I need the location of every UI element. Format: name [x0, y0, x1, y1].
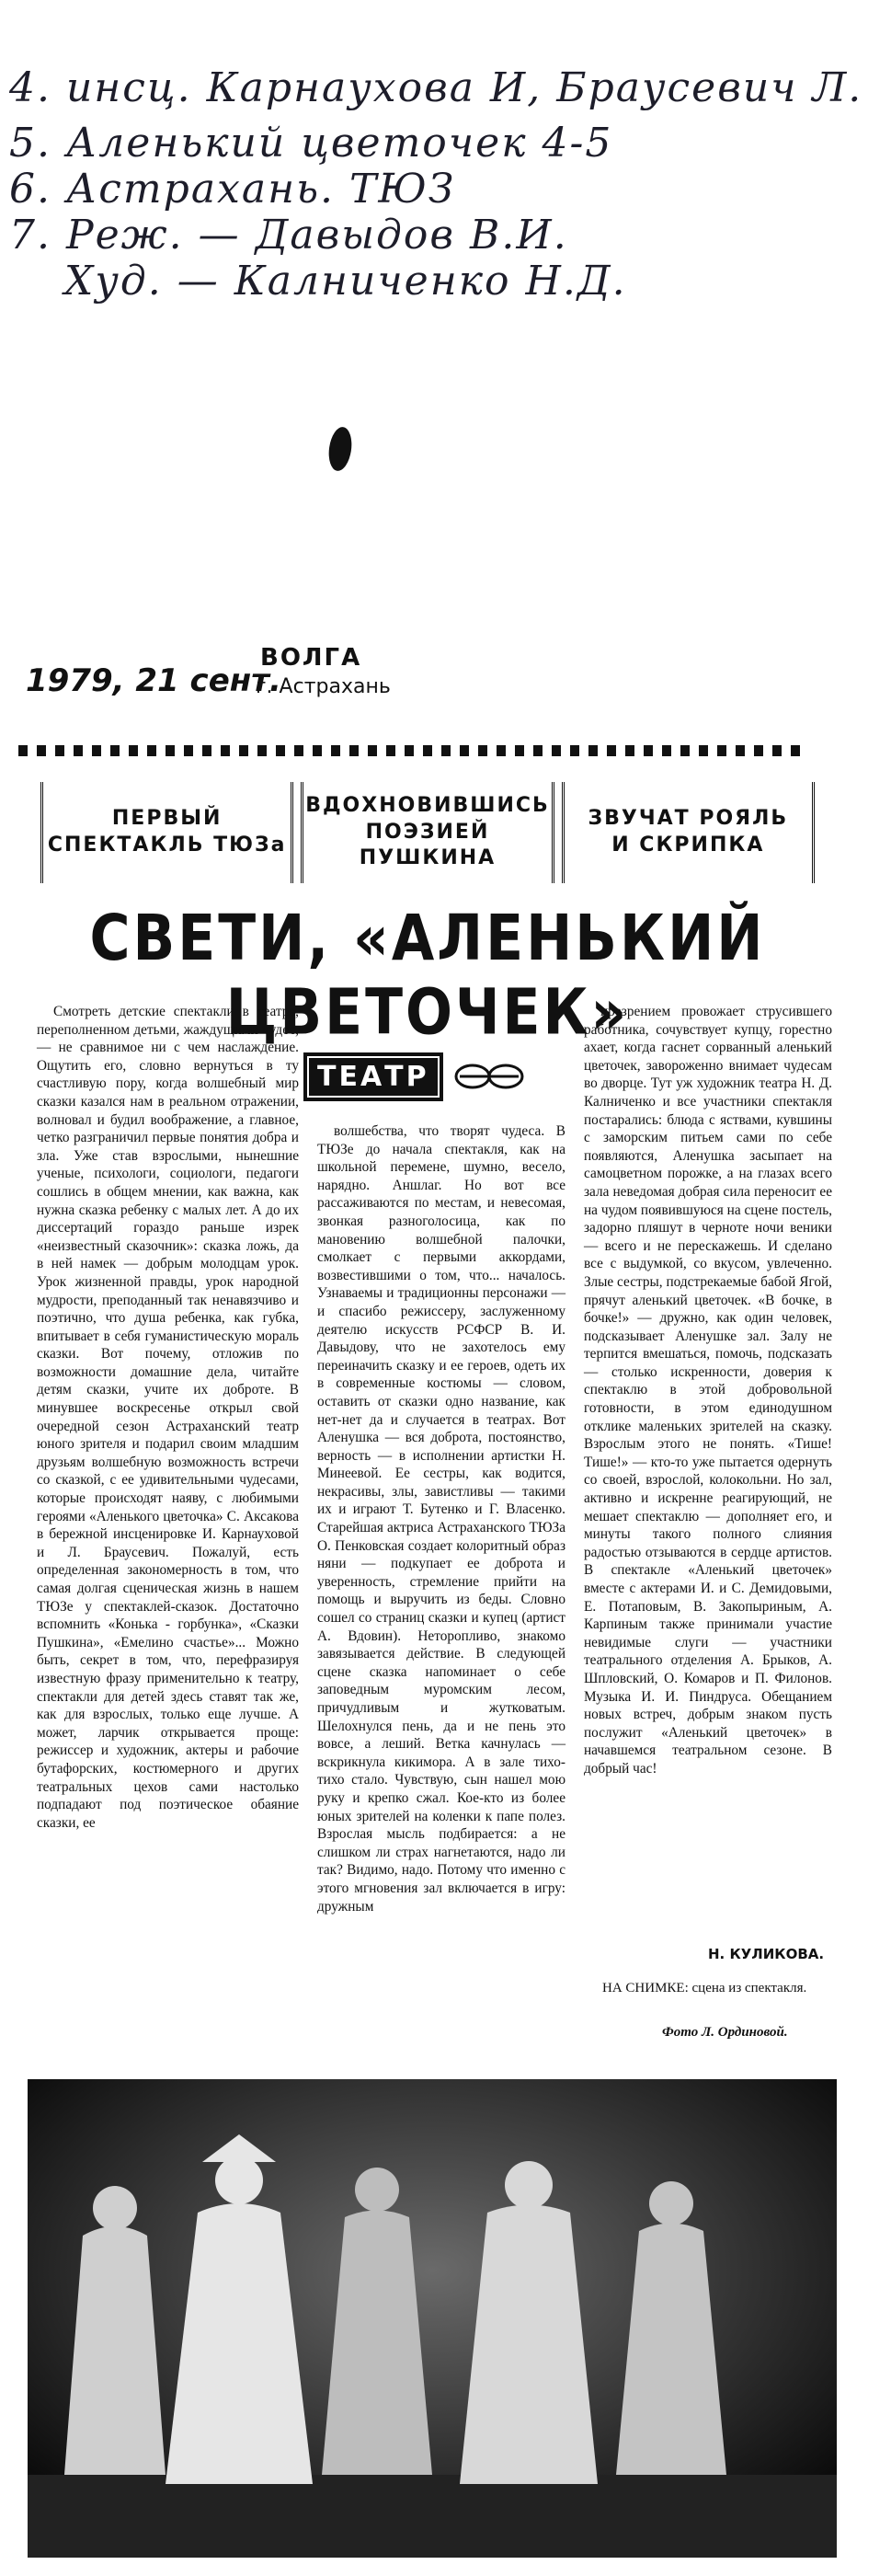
- dashed-divider: [18, 745, 809, 756]
- article-column-3: [584, 1003, 832, 1778]
- article-column-1: [37, 1003, 299, 1832]
- theatre-section-label: [303, 1044, 533, 1109]
- photo-caption: НА СНИМКЕ: сцена из спектакля.: [602, 1981, 807, 1995]
- section-label-text: ТЕАТР: [303, 1052, 443, 1101]
- newspaper-city: г. Астрахань: [256, 675, 391, 698]
- ornament-icon: [452, 1053, 526, 1099]
- article-column-2: [317, 1122, 565, 1915]
- photo-credit: Фото Л. Ординовой.: [662, 2025, 788, 2040]
- note-line-4: 7. Реж. — Давыдов В.И.: [9, 212, 568, 259]
- note-line-5: Худ. — Калниченко Н.Д.: [64, 258, 627, 305]
- article-headline: СВЕТИ, «АЛЕНЬКИЙ ЦВЕТОЧЕК»: [89, 901, 766, 1050]
- rubric-row: [37, 782, 818, 883]
- ink-blot: [326, 426, 354, 473]
- rubric-2: ВДОХНОВИВШИСЬ ПОЭЗИЕЙ ПУШКИНА: [301, 782, 554, 883]
- column-1-text: Смотреть детские спектакли в театре, переполненном детьми, жаждущими чудес, — не сравнимое ни с чем наслаждение. Ощутить его, словно вернуться в ту счастливую пору, когда волшебный мир сказки казался нам в реальном отражении, волновал и будил воображение, а главное, четко разграничил первые понятия добра и зла. Уже став взрослыми, нынешние ученые, психологи, социологи, педагоги сошлись в общем мнении, как важна, как нужна сказка ребенку с малых лет. А до их диссертаций гораздо раньше изрек «неизвестный сказочник»: сказка ложь, да в ней намек — добрым молодцам урок. Урок жизненной правды, урок народной мудрости, преподанный так ненавязчиво и поэтично, что душа ребенка, как губка, впитывает в себя гуманистическую мораль сказки. Вот почему, отложив по возможности домашние дела, читайте детям сказки, учите их доброте. В минувшее воскресенье открыл свой очередной сезон Астраханский театр юного зрителя и подарил своим младшим друзьям волшебную возможность встречи со сказкой, с ее удивительными чудесами, которые происходят наяву, с любимыми героями «Аленького цветочка» С. Аксакова в бережной инсценировке И. Карнауховой и Л. Браусевич. Пожалуй, есть определенная закономерность в том, что самая долгая сценическая жизнь в нашем ТЮЗе у спектаклей-сказок. Достаточно вспомнить «Конька - горбунка», «Сказки Пушкина», «Емелино счастье»... Можно быть, секрет в том, что, перефразируя известную фразу применительно к театру, спектакли для детей здесь ставят так же, как для взрослых, только еще лучше. А может, ларчик открывается проще: режиссер и художник, актеры и рабочие бутафорских, костюмерного и других театральных цехов сами настолько подпадают под поэтическое обаяние сказки, ее: [37, 1004, 299, 1831]
- note-line-3: 6. Астрахань. ТЮЗ: [9, 166, 456, 213]
- masthead-strip: [7, 635, 844, 745]
- column-2-text: волшебства, что творят чудеса. В ТЮЗе до начала спектакля, как на школьной перемене, шумно, весело, нарядно. Аншлаг. Но вот все рассаживаются по местам, и невесомая, звонкая разноголосица, как по мановению волшебной палочки, смолкает с первыми аккордами, возвестившими о том, что... началось. Узнаваемы и традиционны персонажи — и спасибо режиссеру, заслуженному деятелю искусств РСФСР В. И. Давыдову, что не захотелось ему переиначить сказку и ее героев, одеть их в современные костюмы — словом, оставить от сказки одно название, как нет-нет да и случается в театрах. Вот Аленушка — вся доброта, постоянство, верность — в исполнении артистки Н. Минеевой. Ее сестры, как водится, некрасивы, злы, завистливы — такими их и играют Т. Бутенко и Г. Власенко. Старейшая актриса Астраханского ТЮЗа О. Пенковская создает колоритный образ няни — подкупает ее доброта и уверенность, стремление прийти на помощь и выручить из беды. Словно сошел со страниц сказки и купец (артист А. Вдовин). Неторопливо, знакомо завязывается действие. В следующей сцене сказка напоминает о себе заповедным муромским лесом, причудливым и жутковатым. Шелохнулся пень, да и не пень это вовсе, а леший. Ветка качнулась — вскрикнула кикимора. А в зале тихо-тихо стало. Чувствую, сын нашел мою руку и крепко сжал. Кое-кто из более юных зрителей на коленки к папе полез. Взрослая мысль подбирается: а не слишком ли страх нагнетаются, надо ли так? Видимо, надо. Потому что именно с этого мгновения зал включается в игру: дружным: [317, 1123, 565, 1915]
- newspaper-name: ВОЛГА: [260, 644, 362, 672]
- note-line-1: 4. инсц. Карнауховa И, Браусевич Л.: [9, 64, 863, 111]
- rubric-3: ЗВУЧАТ РОЯЛЬ И СКРИПКА: [562, 782, 815, 883]
- note-line-2: 5. Аленький цветочек 4-5: [9, 120, 613, 167]
- stage-scene-image: [28, 2079, 837, 2558]
- column-3-text: презрением провожает струсившего работника, сочувствует купцу, горестно ахает, когда гаснет сорванный аленький цветочек, завороженно внимает чудесам во дворце. Тут уж художник театра Н. Д. Калниченко и все участники спектакля постарались: блюда с яствами, кувшины с заморским питьем сами по себе появляются, Аленушка засыпает на самоцветном порожке, а на глазах всего зала неведомая добрая сила переносит ее на чудом появившуюся на сцене постель, задорно пляшут в черноте ночи веники — всего и не перескажешь. И сделано все с выдумкой, со вкусом, увлеченно. Злые сестры, подстрекаемые бабой Ягой, прячут аленький цветочек. «В бочке, в бочке!» — дружно, как один человек, подсказывает Аленушке зал. Залу не терпится вмешаться, помочь, подсказать — столько искренности, доверия к спектаклю в этой добровольной готовности, в этом единодушном отклике маленьких зрителей на сказку. Взрослым этого не понять. «Тише! Тише!» — кто-то уже пытается одернуть со своей, взрослой, колокольни. Но зал, активно и искренне реагирующий, не мешает спектаклю — дополняет его, и минуты такого полного слияния радостью отзываются в сердце артистов. В спектакле «Аленький цветочек» вместе с актерами И. и С. Демидовыми, Е. Потаповым, В. Закопыриным, А. Карпиным также принимали участие невидимые слуги — участники театрального отделения А. Брыков, А. Шпловский, О. Комаров и П. Филонов. Музыка И. И. Пиндруса. Обещанием новых встреч, добрым знаком пусть послужит «Аленький цветочек» в начавшемся театральном сезоне. В добрый час!: [584, 1004, 832, 1777]
- stage-photo: [28, 2079, 837, 2558]
- author-signature: Н. КУЛИКОВА.: [708, 1946, 825, 1962]
- rubric-1: ПЕРВЫЙ СПЕКТАКЛЬ ТЮЗа: [40, 782, 293, 883]
- clipping-date: 1979, 21 сент.: [26, 662, 281, 699]
- newspaper-clipping: [0, 635, 846, 2576]
